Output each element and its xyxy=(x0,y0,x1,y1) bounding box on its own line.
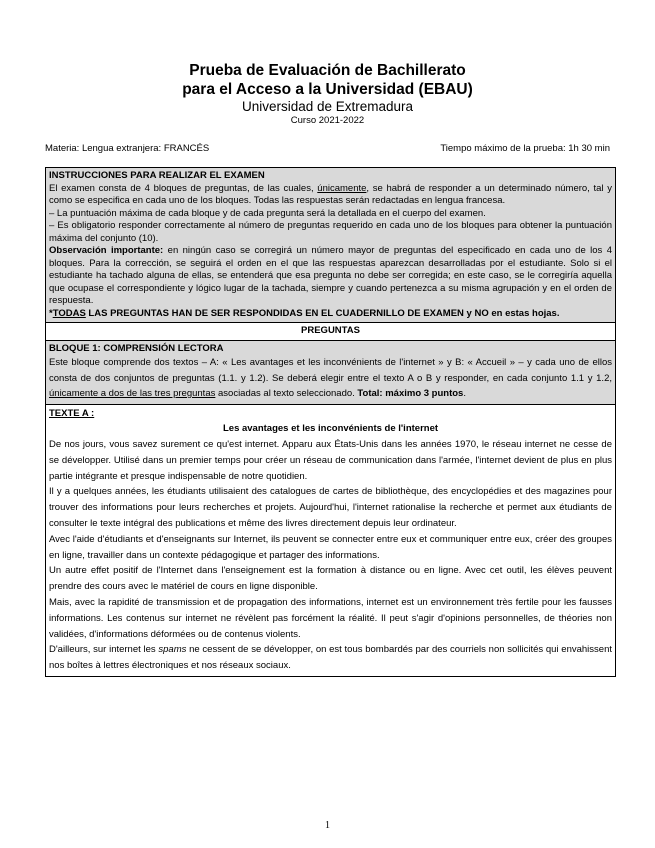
texte-a-p6: D'ailleurs, sur internet les spams ne cessent de se développer, on est tous bombardés par des courriels non sollicités qui envahissent nos boîtes à lettres électroniques et nos réseaux sociaux. xyxy=(49,644,612,672)
bloque1-text: Este bloque comprende dos textos – A: « Les avantages et les inconvénients de l'internet » y B: « Accueil » – y cada uno de ellos consta de dos conjuntos de preguntas (1.1. y 1.2). Se deberá elegir entre el texto A o B y responder, en cada conjunto 1.1 y 1.2, únicamente a dos de las tres preguntas asociadas al texto seleccionado. Total: máximo 3 puntos. xyxy=(49,357,612,399)
texte-a-p5: Mais, avec la rapidité de transmission et de propagation des informations, internet est un environnement très fertile pour les fausses informations. Les contenus sur internet ne révèlent pas forcément la réalité. Il peut s'agir d'opinions personnelles, de théories non validées, d'informations déformées ou de contenus violents. xyxy=(49,597,612,640)
time-limit: Tiempo máximo de la prueba: 1h 30 min xyxy=(440,143,610,154)
exam-header xyxy=(0,61,655,127)
observation: Observación importante: en ningún caso se corregirá un número mayor de preguntas del especificado en cada uno de los 4 bloques. Para la corrección, se seguirá el orden en el que las respuestas aparezcan desarrolladas por el estudiante. Solo si el estudiante ha tachado alguna de ellas, se entenderá que esa pregunta no debe ser corregida; en este caso, se le corregiría aquella que ocupase el correspondiente y lógico lugar de la tachada, siempre y cuando pertenezca a su misma agrupación y en el orden de respuesta. xyxy=(49,245,612,306)
texte-a-p3: Avec l'aide d'étudiants et d'enseignants sur Internet, ils peuvent se connecter entre eux et communiquer entre eux, créer des groupes en ligne, travailler dans un contexte pédagogique et partager des informations. xyxy=(49,533,612,561)
page-number: 1 xyxy=(325,820,330,831)
instructions-p3: – Es obligatorio responder correctamente al número de preguntas requerido en cada uno de los bloques para obtener la puntuación máxima del conjunto (10). xyxy=(49,220,612,244)
exam-title-line1: Prueba de Evaluación de Bachillerato xyxy=(189,62,466,79)
exam-box xyxy=(45,167,616,677)
instructions-title: INSTRUCCIONES PARA REALIZAR EL EXAMEN xyxy=(49,170,265,181)
bloque1-section xyxy=(46,341,615,405)
instructions-p2: – La puntuación máxima de cada bloque y de cada pregunta será la detallada en el cuerpo del examen. xyxy=(49,207,486,219)
instructions-section xyxy=(46,168,615,323)
final-note: *TODAS LAS PREGUNTAS HAN DE SER RESPONDIDAS EN EL CUADERNILLO DE EXAMEN y NO en estas hojas. xyxy=(49,307,560,319)
texte-a-p2: Il y a quelques années, les étudiants utilisaient des catalogues de cartes de bibliothèque, des encyclopédies et des magazines pour trouver des informations pour leurs recherches et projets. Aujourd'hui, l'internet rationalise la recherche et permet aux étudiants de consulter le texte intégral des publications et même des livres directement depuis leur ordinateur. xyxy=(49,486,612,530)
bloque1-title: BLOQUE 1: COMPRENSIÓN LECTORA xyxy=(49,342,224,354)
texte-a-label: TEXTE A : xyxy=(49,407,95,419)
texte-a-p1: De nos jours, vous savez surement ce qu'est internet. Apparu aux États-Unis dans les années 1970, le réseau internet ne cesse de se développer. Utilisé dans un premier temps pour créer un réseau de communication dans l'armée, l'internet devient de plus en plus partie intégrante et presque indispensable de notre quotidien. xyxy=(49,439,612,482)
exam-meta xyxy=(45,143,610,154)
exam-title-line2: para el Acceso a la Universidad (EBAU) xyxy=(182,81,473,98)
texte-a-title: Les avantages et les inconvénients de l'internet xyxy=(222,423,439,435)
course-year: Curso 2021-2022 xyxy=(290,115,365,126)
preguntas-header: PREGUNTAS xyxy=(46,323,615,341)
instructions-p1: El examen consta de 4 bloques de preguntas, de las cuales, únicamente, se habrá de responder a un determinado número, tal y como se especifica en cada uno de los bloques. Todas las respuestas serán redactadas en lengua francesa. xyxy=(49,182,612,206)
texte-a-p4: Un autre effet positif de l'Internet dans l'enseignement est la formation à distance ou en ligne. Avec cet outil, les élèves peuvent prendre des cours avec le matériel de cours en ligne disponible. xyxy=(49,565,612,593)
university-name: Universidad de Extremadura xyxy=(241,99,414,114)
texte-a-section xyxy=(46,405,615,677)
subject-label: Materia: Lengua extranjera: FRANCÉS xyxy=(45,143,210,154)
